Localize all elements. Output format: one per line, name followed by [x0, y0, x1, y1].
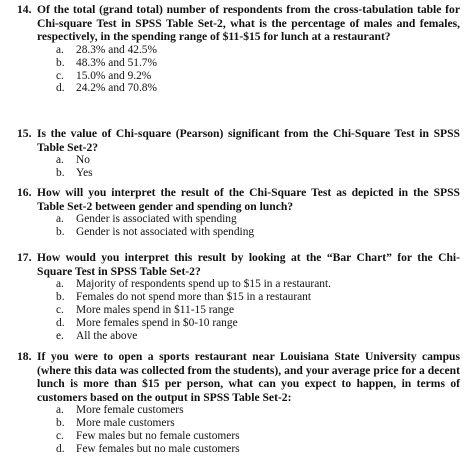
question-17-option-d[interactable]	[0, 317, 474, 330]
option-text: More males spend in $11-15 range	[76, 303, 235, 316]
question-18-options	[0, 404, 474, 456]
option-text: More females spend in $0-10 range	[76, 316, 238, 329]
option-text: Few females but no male customers	[76, 443, 240, 456]
question-16-option-b[interactable]	[0, 226, 474, 239]
question-14	[0, 3, 474, 95]
option-letter: b.	[56, 226, 65, 239]
question-16-option-a[interactable]	[0, 213, 474, 226]
option-text: Few males but no female customers	[76, 430, 240, 443]
question-18-text: If you were to open a sports restaurant near Louisiana State University campus (where this data was collected from the students), and your average price for a decent lunch is more than $15 per person, what can you expect to happen, in terms of customers based on the output in SPSS Table Set-2:	[37, 350, 460, 404]
option-text: Yes	[76, 167, 93, 180]
option-letter: a.	[56, 404, 64, 417]
option-letter: c.	[56, 69, 64, 82]
question-18-option-d[interactable]	[0, 443, 474, 456]
question-14-option-c[interactable]	[0, 70, 474, 83]
option-text: Majority of respondents spend up to $15 in a restaurant.	[76, 278, 331, 291]
question-14-text: Of the total (grand total) number of respondents from the cross-tabulation table for Chi-square Test in SPSS Table Set-2, what is the percentage of males and females, respectively, in the spending range of $11-$15 for lunch at a restaurant?	[37, 3, 460, 44]
question-17-option-a[interactable]	[0, 278, 474, 291]
option-letter: b.	[56, 291, 65, 304]
question-18-number: 18.	[17, 350, 32, 363]
question-15-option-a[interactable]	[0, 154, 474, 167]
question-18-option-c[interactable]	[0, 430, 474, 443]
option-letter: d.	[56, 82, 65, 95]
option-text: 24.2% and 70.8%	[76, 82, 157, 95]
question-17-option-e[interactable]	[0, 330, 474, 343]
question-18-stem	[0, 350, 474, 404]
question-17-option-c[interactable]	[0, 304, 474, 317]
option-text: 48.3% and 51.7%	[76, 56, 157, 69]
option-letter: a.	[56, 43, 64, 56]
question-18-option-b[interactable]	[0, 417, 474, 430]
question-14-option-d[interactable]	[0, 82, 474, 95]
option-letter: d.	[56, 443, 65, 456]
question-17-number: 17.	[17, 251, 32, 264]
option-text: Gender is not associated with spending	[76, 226, 255, 239]
option-letter: c.	[56, 303, 64, 316]
question-15-options	[0, 154, 474, 180]
question-17-options	[0, 278, 474, 342]
option-text: 15.0% and 9.2%	[76, 69, 152, 82]
question-14-option-b[interactable]	[0, 57, 474, 70]
option-letter: c.	[56, 430, 64, 443]
question-17	[0, 251, 474, 343]
option-text: More male customers	[76, 417, 175, 430]
option-letter: b.	[56, 167, 65, 180]
question-14-number: 14.	[17, 3, 32, 16]
option-text: All the above	[76, 329, 138, 342]
question-14-options	[0, 44, 474, 96]
option-text: Females do not spend more than $15 in a restaurant	[76, 291, 312, 304]
option-letter: b.	[56, 56, 65, 69]
question-16-text: How will you interpret the result of the Chi-Square Test as depicted in the SPSS Table Set-2 between gender and spending on lunch?	[37, 186, 460, 213]
question-18	[0, 350, 474, 456]
question-14-stem	[0, 3, 474, 44]
option-text: Gender is associated with spending	[76, 213, 237, 226]
question-17-option-b[interactable]	[0, 291, 474, 304]
option-letter: a.	[56, 154, 64, 167]
question-18-option-a[interactable]	[0, 404, 474, 417]
question-16-stem	[0, 186, 474, 213]
option-letter: b.	[56, 417, 65, 430]
question-14-option-a[interactable]	[0, 44, 474, 57]
question-15-text: Is the value of Chi-square (Pearson) significant from the Chi-Square Test in SPSS Table Set-2?	[37, 127, 460, 154]
question-16	[0, 186, 474, 239]
question-15-stem	[0, 127, 474, 154]
option-letter: d.	[56, 316, 65, 329]
question-15-option-b[interactable]	[0, 167, 474, 180]
option-text: More female customers	[76, 404, 184, 417]
option-letter: e.	[56, 329, 64, 342]
option-text: No	[76, 154, 90, 167]
question-15	[0, 127, 474, 180]
question-17-text: How would you interpret this result by looking at the “Bar Chart” for the Chi-Square Test in SPSS Table Set-2?	[37, 251, 460, 278]
option-letter: a.	[56, 278, 64, 291]
option-letter: a.	[56, 213, 64, 226]
option-text: 28.3% and 42.5%	[76, 43, 157, 56]
question-16-number: 16.	[17, 186, 32, 199]
question-16-options	[0, 213, 474, 239]
question-17-stem	[0, 251, 474, 278]
question-15-number: 15.	[17, 127, 32, 140]
